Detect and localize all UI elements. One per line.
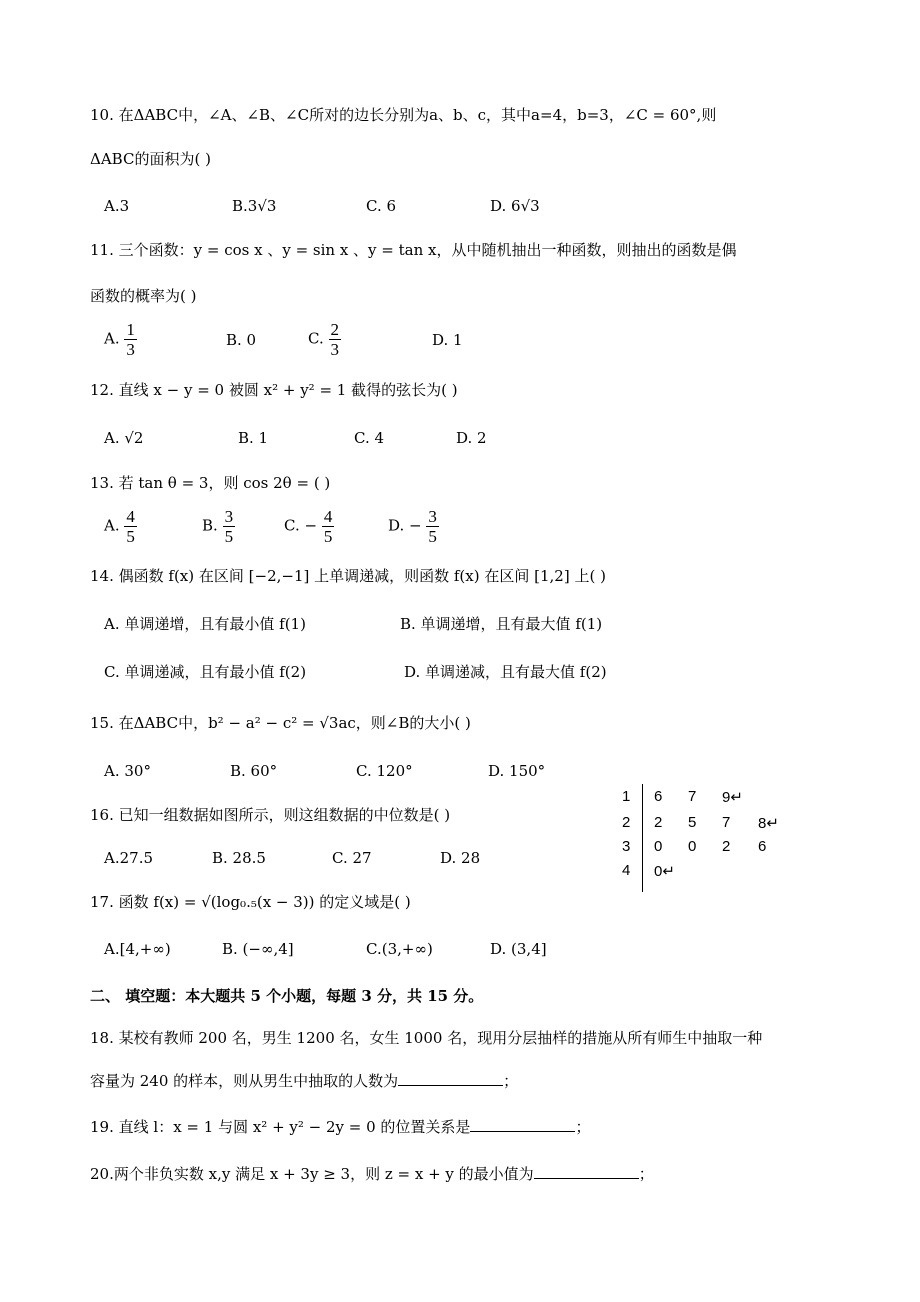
q11-option-c-fraction: $\frac{2}{3}$ [330,320,339,359]
q18-line1: 18. 某校有教师 200 名，男生 1200 名，女生 1000 名，现用分层抽样的措施从所有师生中抽取一种 [90,1029,763,1047]
q12-option-a: A. √2 [104,429,144,447]
q17-option-a: A.[4,+∞) [104,940,171,958]
leaf: 6 [758,838,767,855]
q13-option-d-fraction: $\frac{3}{5}$ [428,507,437,546]
q11-option-c-label: C. [308,329,324,348]
q17-option-b: B. (−∞,4] [222,940,294,958]
leaf: 0 [654,838,663,855]
q11-option-c [308,320,341,359]
q11-option-a-fraction: $\frac{1}{3}$ [126,320,135,359]
leaf: 7 [722,814,731,831]
q20-line1: 20.两个非负实数 x,y 满足 x + 3y ≥ 3，则 z = x + y 的最小值为 ； [90,1165,654,1183]
q16-line1: 16. 已知一组数据如图所示，则这组数据的中位数是( ) [90,806,451,824]
q18-answer-blank[interactable] [398,1070,503,1086]
q17-line1: 17. 函数 f(x) = √(log₀.₅(x − 3)) 的定义域是( ) [90,893,411,911]
q14-option-a: A. 单调递增，且有最小值 f(1) [104,615,306,633]
q13-option-b: B. $\frac{3}{5}$ [202,507,234,546]
q14-option-b: B. 单调递增，且有最大值 f(1) [400,615,603,633]
stem-divider [642,784,643,892]
q10-option-b: B.3√3 [232,197,277,215]
leaf: 5 [688,814,697,831]
q11-line1: 11. 三个函数：y = cos x 、y = sin x 、y = tan x，从中随机抽出一种函数，则抽出的函数是偶 [90,241,737,259]
q17-option-c: C.(3,+∞) [366,940,433,958]
q12-option-d: D. 2 [456,429,487,447]
q14-line1: 14. 偶函数 f(x) 在区间 [−2,−1] 上单调递减，则函数 f(x) 在区间 [1,2] 上( ) [90,567,606,585]
q11-line2: 函数的概率为( ) [90,287,197,305]
q18-line2: 容量为 240 的样本，则从男生中抽取的人数为 ； [90,1072,519,1090]
q14-option-d: D. 单调递减，且有最大值 f(2) [404,663,607,681]
q13-option-d: D. − $\frac{3}{5}$ [388,507,437,546]
q15-option-c: C. 120° [356,762,413,780]
q13-option-a-fraction: $\frac{4}{5}$ [126,507,135,546]
stem-key: 3 [622,838,631,855]
q16-option-c: C. 27 [332,849,372,867]
q15-option-b: B. 60° [230,762,278,780]
stem-key: 4 [622,862,631,879]
q19-line1: 19. 直线 l：x = 1 与圆 x² + y² − 2y = 0 的位置关系是 ； [90,1118,591,1136]
q16-option-a: A.27.5 [104,849,153,867]
q17-option-d: D. (3,4] [490,940,547,958]
leaf: 6 [654,788,663,805]
q12-line1: 12. 直线 x − y = 0 被圆 x² + y² = 1 截得的弦长为( ) [90,381,458,399]
q13-line1: 13. 若 tan θ = 3，则 cos 2θ = ( ) [90,474,331,492]
leaf: 2 [654,814,663,831]
leaf: 2 [722,838,731,855]
leaf: 9↵ [722,789,743,806]
q12-option-b: B. 1 [238,429,269,447]
leaf: 7 [688,788,697,805]
q13-option-a: A. $\frac{4}{5}$ [104,507,135,546]
section-heading: 二、 填空题：本大题共 5 个小题，每题 3 分，共 15 分。 [90,987,484,1005]
q10-option-a: A.3 [104,197,130,215]
q14-option-c: C. 单调递减，且有最小值 f(2) [104,663,307,681]
q10-option-c: C. 6 [366,197,397,215]
q19-answer-blank[interactable] [470,1116,575,1132]
q11-option-d: D. 1 [432,331,463,349]
q12-option-c: C. 4 [354,429,385,447]
q13-option-c: C. − $\frac{4}{5}$ [284,507,333,546]
q16-option-d: D. 28 [440,849,481,867]
leaf: 0 [688,838,697,855]
q16-option-b: B. 28.5 [212,849,266,867]
stem-leaf-plot [608,784,818,894]
q11-option-a [104,320,137,359]
q10-option-d: D. 6√3 [490,197,540,215]
stem-key: 1 [622,788,631,805]
q15-option-a: A. 30° [104,762,151,780]
q11-option-a-label: A. [104,329,120,348]
q13-option-b-fraction: $\frac{3}{5}$ [224,507,234,546]
leaf: 8↵ [758,815,779,832]
q11-option-b: B. 0 [226,331,257,349]
q10-line2: ΔABC的面积为( ) [90,150,211,168]
q15-line1: 15. 在ΔABC中，b² − a² − c² = √3ac，则∠B的大小( ) [90,714,471,732]
q10-line1: 10. 在ΔABC中，∠A、∠B、∠C所对的边长分别为a、b、c，其中a=4，b=3，∠C = 60°,则 [90,106,717,124]
q13-option-c-fraction: $\frac{4}{5}$ [323,507,333,546]
leaf: 0↵ [654,863,675,880]
q20-answer-blank[interactable] [534,1163,639,1179]
q15-option-d: D. 150° [488,762,546,780]
stem-key: 2 [622,814,631,831]
